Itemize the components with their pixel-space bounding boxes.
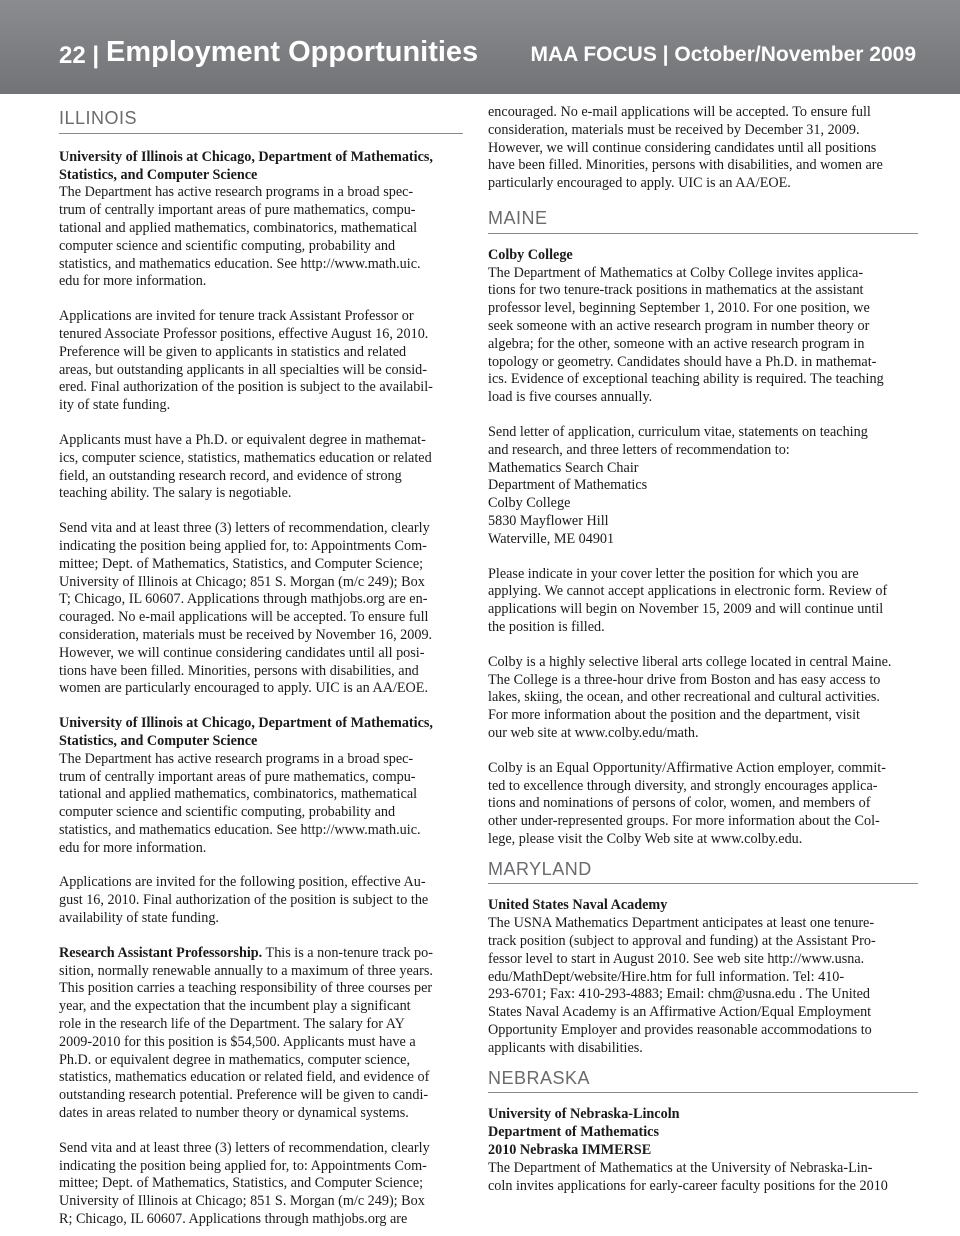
job-heading: University of Nebraska-Lincoln Department of Mathematics 2010 Nebraska IMMERSE: [488, 1106, 680, 1159]
job-paragraph: The Department of Mathematics at the University of Nebraska-Lin- coln invites applications for early-career faculty positions for the 2010: [488, 1159, 888, 1194]
state-heading-illinois: ILLINOIS: [59, 110, 463, 134]
job-paragraph: Applicants must have a Ph.D. or equivalent degree in mathemat- ics, computer science, statistics, mathematics education or related field, an outstanding research record, and evidence of strong teaching ability. The salary is negotiable.: [59, 431, 432, 502]
job-paragraph: Applications are invited for tenure track Assistant Professor or tenured Associate Professor positions, effective August 16, 2010. Preference will be given to applicants in statistics and related areas, but outstanding applicants in all specialties will be consid- ered. Final authorization of the position is subject to the availabil- ity of state funding.: [59, 308, 433, 414]
mailing-address: Mathematics Search Chair Department of Mathematics Colby College 5830 Mayflower Hill Waterville, ME 04901: [488, 459, 648, 547]
position-title: Research Assistant Professorship.: [59, 944, 263, 961]
position-description: This is a non-tenure track po- sition, normally renewable annually to a maximum of three years. This position carries a teaching responsibility of three courses per year, and the expectation that the incumbent play a significant role in the research life of the Department. The salary for AY 2009-2010 for this position is $54,500. Applicants must have a Ph.D. or equivalent degree in mathematics, computer science, statistics, mathematics education or related field, and evidence of outstanding research potential. Preference will be given to candi- dates in areas related to number theory or dynamical systems.: [59, 944, 433, 1122]
job-heading: University of Illinois at Chicago, Department of Mathematics, Statistics, and Computer Science: [59, 148, 433, 183]
page-number: 22 |: [59, 42, 100, 69]
page-title: Employment Opportunities: [106, 36, 479, 68]
job-paragraph: Colby is a highly selective liberal arts college located in central Maine. The College is a three-hour drive from Boston and has easy access to lakes, skiing, the ocean, and other recreational and cultural activities. For more information about the position and the department, visit our web site at www.colby.edu/math.: [488, 653, 892, 741]
job-heading: Colby College: [488, 246, 573, 263]
page-header: [0, 0, 960, 94]
job-paragraph: Send vita and at least three (3) letters of recommendation, clearly indicating the position being applied for, to: Appointments Com- mittee; Dept. of Mathematics, Statistics, and Computer Science; University of Illinois at Chicago; 851 S. Morgan (m/c 249); Box T; Chicago, IL 60607. Applications through mathjobs.org are en- couraged. No e-mail applications will be accepted. To ensure full consideration, materials must be received by November 16, 2009. However, we will continue considering candidates until all posi- tions have been filled. Minorities, persons with disabilities, and women are particularly encouraged to apply. UIC is an AA/EOE.: [59, 520, 433, 697]
job-paragraph: [59, 945, 463, 1123]
job-paragraph: Please indicate in your cover letter the position for which you are applying. We cannot accept applications in electronic form. Review of applications will begin on November 15, 2009 and will continue until the position is filled.: [488, 565, 888, 635]
job-paragraph: Colby is an Equal Opportunity/Affirmative Action employer, commit- ted to excellence through diversity, and strongly encourages applica- tions and nominations of persons of color, women, and members of other under-represented groups. For more information about the Col- lege, please visit the Colby Web site at www.colby.edu.: [488, 759, 886, 847]
job-paragraph: The Department has active research programs in a broad spec- trum of centrally important areas of pure mathematics, compu- tational and applied mathematics, combinatorics, mathematical computer science and scientific computing, probability and statistics, and mathematics education. See http://www.math.uic. edu for more information.: [59, 750, 421, 856]
issue-label: MAA FOCUS | October/November 2009: [530, 43, 916, 66]
continued-paragraph: encouraged. No e-mail applications will be accepted. To ensure full consideration, materials must be received by December 31, 2009. However, we will continue considering candidates until all positions have been filled. Minorities, persons with disabilities, and women are particularly encouraged to apply. UIC is an AA/EOE.: [488, 104, 883, 192]
job-paragraph: Applications are invited for the following position, effective Au- gust 16, 2010. Final authorization of the position is subject to the availability of state funding.: [59, 874, 429, 927]
left-column: [59, 104, 463, 1229]
right-column: [488, 104, 918, 1195]
job-heading: United States Naval Academy: [488, 897, 668, 914]
job-paragraph: The Department has active research programs in a broad spec- trum of centrally important areas of pure mathematics, compu- tational and applied mathematics, combinatorics, mathematical computer science and scientific computing, probability and statistics, and mathematics education. See http://www.math.uic. edu for more information.: [59, 184, 421, 290]
job-paragraph: Send vita and at least three (3) letters of recommendation, clearly indicating the position being applied for, to: Appointments Com- mittee; Dept. of Mathematics, Statistics, and Computer Science; University of Illinois at Chicago; 851 S. Morgan (m/c 249); Box R; Chicago, IL 60607. Applications through mathjobs.org are: [59, 1139, 430, 1228]
job-heading: University of Illinois at Chicago, Department of Mathematics, Statistics, and Computer Science: [59, 715, 433, 749]
state-heading-nebraska: NEBRASKA: [488, 1070, 918, 1094]
job-paragraph: The Department of Mathematics at Colby College invites applica- tions for two tenure-track positions in mathematics at the assistant professor level, beginning September 1, 2010. For one position, we seek someone with an active research program in number theory or algebra; for the other, someone with an active research program in topology or geometry. Candidates should have a Ph.D. in mathemat- ics. Evidence of exceptional teaching ability is required. The teaching load is five courses annually.: [488, 264, 884, 406]
job-paragraph: Send letter of application, curriculum vitae, statements on teaching and research, and three letters of recommendation to:: [488, 423, 868, 458]
job-paragraph: The USNA Mathematics Department anticipates at least one tenure- track position (subject to approval and funding) at the Assistant Pro- fessor level to start in August 2010. See web site http://www.usna. edu/MathDept/website/Hire.htm for full information. Tel: 410- 293-6701; Fax: 410-293-4883; Email: chm@usna.edu . The United States Naval Academy is an Affirmative Action/Equal Employment Opportunity Employer and provides reasonable accommodations to applicants with disabilities.: [488, 915, 876, 1056]
state-heading-maine: MAINE: [488, 210, 918, 234]
state-heading-maryland: MARYLAND: [488, 861, 918, 885]
